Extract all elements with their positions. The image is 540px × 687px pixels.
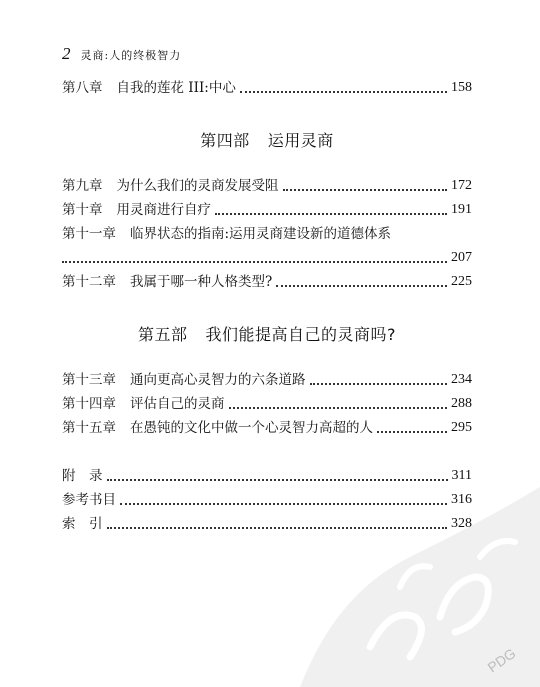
page-ref: 234 bbox=[451, 372, 472, 387]
part-label: 第五部 bbox=[137, 325, 188, 344]
part-title: 我们能提高自己的灵商吗? bbox=[205, 325, 396, 344]
toc-entry-chapter-12[interactable] bbox=[62, 272, 472, 292]
toc-entry-chapter-14[interactable] bbox=[62, 394, 472, 414]
section-title: 索 引 bbox=[62, 516, 103, 532]
dot-leader bbox=[240, 91, 447, 93]
chapter-title: 通向更高心灵智力的六条道路 bbox=[130, 372, 306, 388]
chapter-title: 为什么我们的灵商发展受阻 bbox=[116, 178, 279, 194]
dot-leader bbox=[215, 213, 447, 215]
dot-leader bbox=[283, 189, 448, 191]
chapter-number: 第十五章 bbox=[62, 420, 116, 436]
page-ref: 207 bbox=[451, 250, 472, 265]
toc-entry-chapter-15[interactable] bbox=[62, 418, 472, 438]
chapter-title: 评估自己的灵商 bbox=[130, 396, 225, 412]
chapter-title: 我属于哪一种人格类型? bbox=[130, 274, 273, 290]
dot-leader bbox=[276, 285, 447, 287]
page-ref: 225 bbox=[451, 274, 472, 289]
chapter-number: 第九章 bbox=[62, 178, 103, 194]
page-ref: 191 bbox=[451, 202, 472, 217]
page-ref: 158 bbox=[451, 80, 472, 95]
part-title: 运用灵商 bbox=[267, 131, 334, 150]
toc-entry-chapter-9[interactable] bbox=[62, 176, 472, 196]
dot-leader bbox=[229, 407, 448, 409]
toc-entry-chapter-8[interactable] bbox=[62, 78, 472, 98]
toc-entry-chapter-11-continuation[interactable] bbox=[62, 248, 472, 268]
page-ref: 295 bbox=[451, 420, 472, 435]
part-label: 第四部 bbox=[200, 131, 250, 150]
dot-leader bbox=[377, 431, 447, 433]
chapter-title: 自我的莲花 III:中心 bbox=[116, 80, 236, 96]
book-title: 灵商:人的终极智力 bbox=[80, 49, 182, 62]
chapter-title: 在愚钝的文化中做一个心灵智力高超的人 bbox=[130, 420, 373, 436]
dot-leader bbox=[62, 261, 447, 263]
watermark-text: PDG bbox=[484, 644, 519, 676]
part-heading-4 bbox=[62, 128, 472, 151]
page-ref: 311 bbox=[451, 468, 472, 483]
part-heading-5 bbox=[62, 322, 472, 345]
page-ref: 172 bbox=[451, 178, 472, 193]
running-header bbox=[62, 44, 181, 64]
chapter-number: 第十三章 bbox=[62, 372, 116, 388]
toc-entry-chapter-13[interactable] bbox=[62, 370, 472, 390]
chapter-title: 用灵商进行自疗 bbox=[116, 202, 211, 218]
chapter-number: 第十二章 bbox=[62, 274, 116, 290]
page-ref: 328 bbox=[451, 516, 472, 531]
watermark-seal bbox=[280, 447, 540, 687]
page-ref: 316 bbox=[451, 492, 472, 507]
toc-entry-chapter-10[interactable] bbox=[62, 200, 472, 220]
chapter-number: 第十四章 bbox=[62, 396, 116, 412]
chapter-number: 第十一章 bbox=[62, 226, 116, 242]
page-ref: 288 bbox=[451, 396, 472, 411]
chapter-number: 第八章 bbox=[62, 80, 103, 96]
toc-entry-chapter-11[interactable] bbox=[62, 224, 472, 244]
section-title: 参考书目 bbox=[62, 492, 116, 508]
dot-leader bbox=[310, 383, 448, 385]
page-number: 2 bbox=[62, 44, 71, 63]
chapter-title: 临界状态的指南:运用灵商建设新的道德体系 bbox=[130, 226, 392, 242]
chapter-number: 第十章 bbox=[62, 202, 103, 218]
section-title: 附 录 bbox=[62, 468, 103, 484]
